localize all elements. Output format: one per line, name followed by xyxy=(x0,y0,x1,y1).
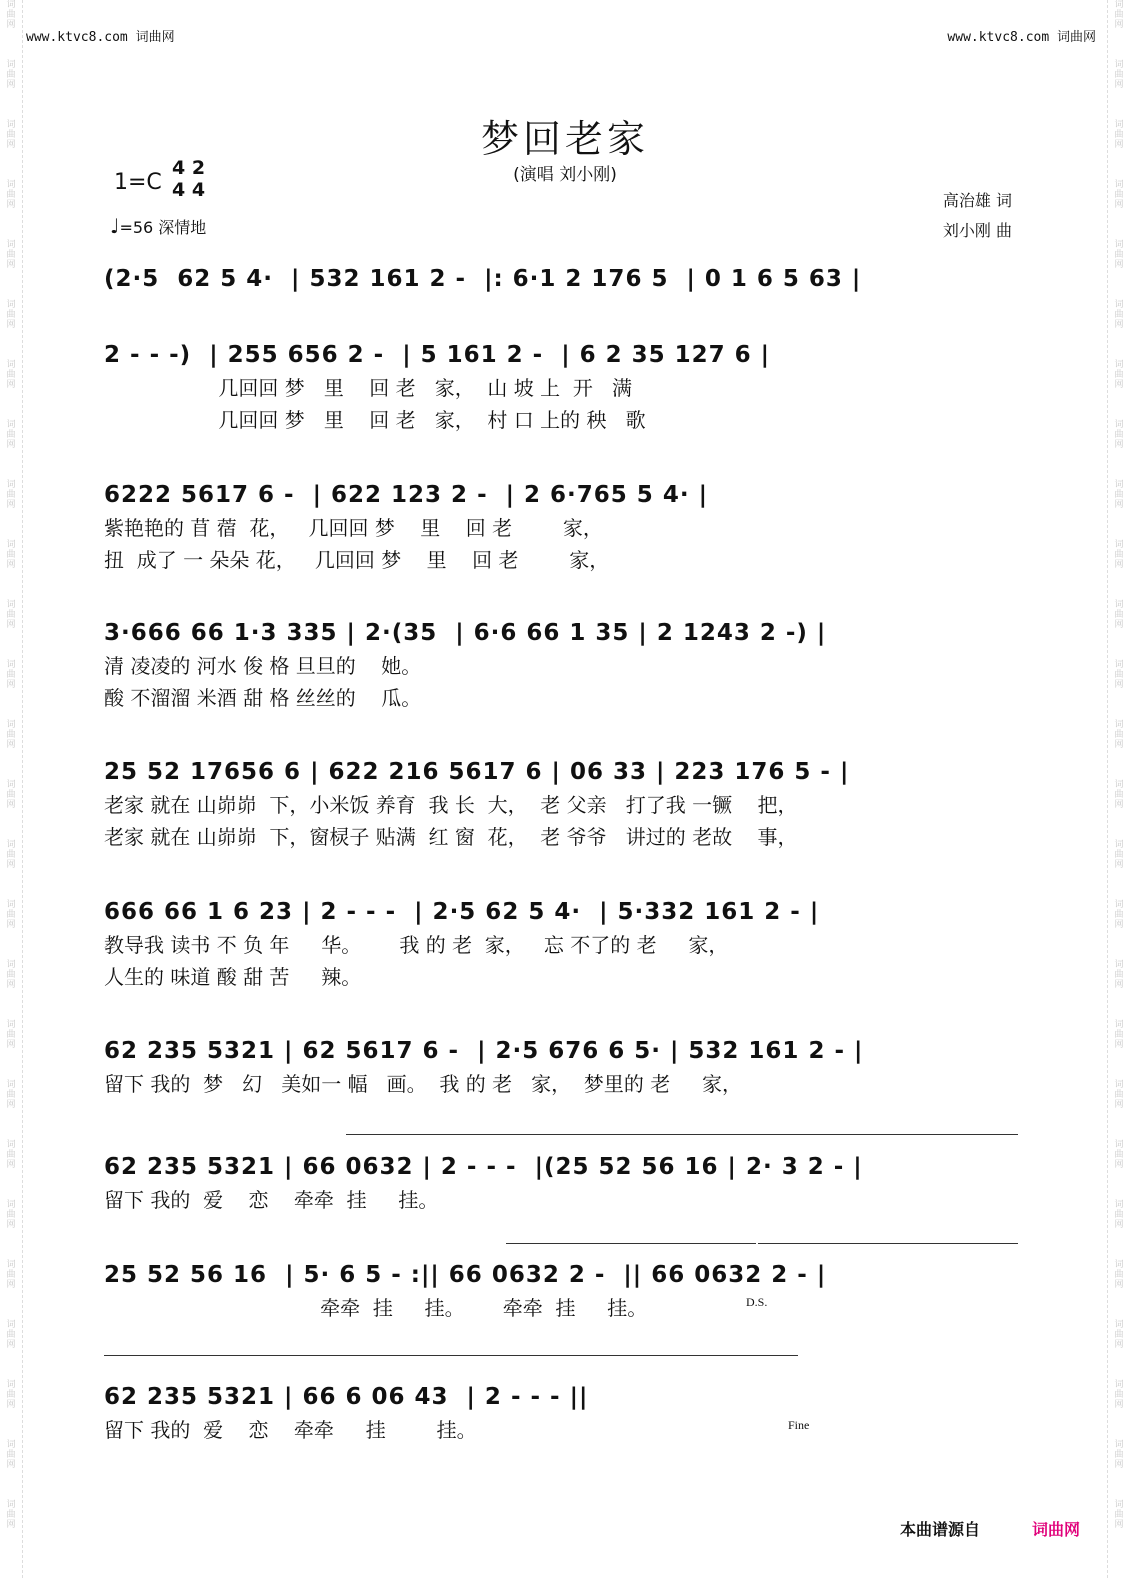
ds-mark: D.S. xyxy=(746,1295,768,1309)
meter-top: 4 2 xyxy=(172,157,206,179)
lyric-line: 留下 我的 爱 恋 牵牵 挂 挂。 xyxy=(104,1418,477,1442)
watermark-mark: 词 曲 网 xyxy=(1114,0,1124,30)
lyric-line: 留下 我的 爱 恋 牵牵 挂 挂。 xyxy=(104,1188,439,1212)
watermark-mark: 词 曲 网 xyxy=(1114,60,1124,90)
tempo-marking xyxy=(110,214,206,238)
lyric-line: 紫艳艳的 苜 蓿 花， 几回回 梦 里 回 老 家， xyxy=(104,516,603,540)
watermark-mark: 词 曲 网 xyxy=(1114,1380,1124,1410)
watermark-mark: 词 曲 网 xyxy=(1114,1020,1124,1050)
lyric-line: 老家 就在 山峁峁 下，小米饭 养育 我 长 大， 老 父亲 打了我 一镢 把， xyxy=(104,793,798,817)
watermark-mark: 词 曲 网 xyxy=(6,960,16,990)
score-system xyxy=(104,1380,1020,1446)
lyric-line: 教导我 读书 不 负 年 华。 我 的 老 家， 忘 不了的 老 家， xyxy=(104,933,729,957)
lyric-line: 牵牵 挂 挂。 牵牵 挂 挂。 xyxy=(104,1296,648,1320)
watermark-mark: 词 曲 网 xyxy=(1114,300,1124,330)
watermark-mark: 词 曲 网 xyxy=(6,360,16,390)
volta-bracket-2 xyxy=(506,1243,756,1244)
watermark-mark: 词 曲 网 xyxy=(6,540,16,570)
score-system xyxy=(104,478,1020,576)
score-system xyxy=(104,338,1020,436)
watermark-mark: 词 曲 网 xyxy=(1114,120,1124,150)
watermark-mark: 词 曲 网 xyxy=(6,60,16,90)
watermark-mark: 词 曲 网 xyxy=(6,180,16,210)
lyricist-credit: 高治雄 词 xyxy=(942,191,1012,210)
watermark-mark: 词 曲 网 xyxy=(6,720,16,750)
notation-line: 6222 5617 6 - | 622 123 2 - | 2 6·765 5 4· | xyxy=(104,482,708,508)
score-system xyxy=(104,262,1020,296)
watermark-mark: 词 曲 网 xyxy=(6,1140,16,1170)
watermark-mark: 词 曲 网 xyxy=(6,420,16,450)
volta-bracket-3 xyxy=(758,1243,1018,1244)
volta-bracket-1 xyxy=(346,1134,1018,1135)
lyric-line: 扭 成了 一 朵朵 花， 几回回 梦 里 回 老 家， xyxy=(104,548,610,572)
watermark-mark: 词 曲 网 xyxy=(6,240,16,270)
lyric-line: 人生的 味道 酸 甜 苦 辣。 xyxy=(104,965,362,989)
watermark-mark: 词 曲 网 xyxy=(6,1260,16,1290)
time-signature xyxy=(172,157,205,201)
watermark-mark: 词 曲 网 xyxy=(6,300,16,330)
watermark-mark: 词 曲 网 xyxy=(6,1320,16,1350)
notation-line: 666 66 1 6 23 | 2 - - - | 2·5 62 5 4· | 5·332 161 2 - | xyxy=(104,899,820,925)
watermark-mark: 词 曲 网 xyxy=(1114,660,1124,690)
watermark-mark: 词 曲 网 xyxy=(6,660,16,690)
score-system xyxy=(104,1150,1020,1216)
meter-bottom: 4 4 xyxy=(172,179,206,201)
singer-line: (演唱 刘小刚) xyxy=(513,165,617,185)
lyric-line: 酸 不溜溜 米酒 甜 格 丝丝的 瓜。 xyxy=(104,686,422,710)
watermark-mark: 词 曲 网 xyxy=(1114,360,1124,390)
notation-line: 62 235 5321 | 62 5617 6 - | 2·5 676 6 5· | 532 161 2 - | xyxy=(104,1038,864,1064)
footer-source xyxy=(900,1517,1080,1540)
watermark-mark: 词 曲 网 xyxy=(1114,600,1124,630)
watermark-mark: 词 曲 网 xyxy=(6,480,16,510)
watermark-mark: 词 曲 网 xyxy=(1114,1500,1124,1530)
watermark-mark: 词 曲 网 xyxy=(6,1500,16,1530)
watermark-mark: 词 曲 网 xyxy=(1114,1080,1124,1110)
key-signature: 1=C xyxy=(114,170,162,195)
watermark-mark: 词 曲 网 xyxy=(6,120,16,150)
watermark-mark: 词 曲 网 xyxy=(6,900,16,930)
watermark-mark: 词 曲 网 xyxy=(1114,840,1124,870)
watermark-mark: 词 曲 网 xyxy=(6,1080,16,1110)
footer-brand-link[interactable]: 词曲网 xyxy=(1031,1520,1080,1539)
left-watermark-strip xyxy=(0,0,23,1578)
watermark-mark: 词 曲 网 xyxy=(1114,720,1124,750)
composer-credit: 刘小刚 曲 xyxy=(942,221,1012,240)
song-title: 梦回老家 xyxy=(480,117,649,161)
watermark-mark: 词 曲 网 xyxy=(1114,240,1124,270)
watermark-mark: 词 曲 网 xyxy=(1114,1140,1124,1170)
right-watermark-strip xyxy=(1107,0,1130,1578)
watermark-mark: 词 曲 网 xyxy=(1114,780,1124,810)
notation-line: 2 - - -) | 255 656 2 - | 5 161 2 - | 6 2 35 127 6 | xyxy=(104,342,771,368)
notation-line: 3·666 66 1·3 335 | 2·(35 | 6·6 66 1 35 | 2 1243 2 -) | xyxy=(104,620,827,646)
notation-line: 62 235 5321 | 66 6 06 43 | 2 - - - || xyxy=(104,1384,589,1410)
score-system xyxy=(104,1034,1020,1100)
lyric-line: 老家 就在 山峁峁 下，窗棂子 贴满 红 窗 花， 老 爷爷 讲过的 老故 事， xyxy=(104,825,798,849)
watermark-mark: 词 曲 网 xyxy=(1114,540,1124,570)
watermark-mark: 词 曲 网 xyxy=(1114,1320,1124,1350)
score-system xyxy=(104,616,1020,714)
watermark-mark: 词 曲 网 xyxy=(6,600,16,630)
watermark-mark: 词 曲 网 xyxy=(1114,960,1124,990)
watermark-mark: 词 曲 网 xyxy=(6,1020,16,1050)
quarter-note-icon: ♩ xyxy=(110,214,120,238)
watermark-mark: 词 曲 网 xyxy=(1114,1440,1124,1470)
watermark-mark: 词 曲 网 xyxy=(6,1200,16,1230)
site-url-right[interactable]: www.ktvc8.com 词曲网 xyxy=(947,30,1096,45)
watermark-mark: 词 曲 网 xyxy=(1114,900,1124,930)
lyric-line: 清 凌凌的 河水 俊 格 旦旦的 她。 xyxy=(104,654,422,678)
watermark-mark: 词 曲 网 xyxy=(6,780,16,810)
watermark-mark: 词 曲 网 xyxy=(6,1440,16,1470)
score-system xyxy=(104,755,1020,853)
watermark-mark: 词 曲 网 xyxy=(6,840,16,870)
notation-line: (2·5 62 5 4· | 532 161 2 - |: 6·1 2 176 5 | 0 1 6 5 63 | xyxy=(104,266,862,292)
watermark-mark: 词 曲 网 xyxy=(1114,480,1124,510)
watermark-mark: 词 曲 网 xyxy=(1114,180,1124,210)
lyric-line: 几回回 梦 里 回 老 家， 山 坡 上 开 满 xyxy=(104,376,632,400)
notation-line: 25 52 17656 6 | 622 216 5617 6 | 06 33 | 223 176 5 - | xyxy=(104,759,850,785)
watermark-mark: 词 曲 网 xyxy=(1114,420,1124,450)
watermark-mark: 词 曲 网 xyxy=(6,1380,16,1410)
watermark-mark: 词 曲 网 xyxy=(6,0,16,30)
tempo-text: =56 深情地 xyxy=(119,218,207,237)
site-url-left[interactable]: www.ktvc8.com 词曲网 xyxy=(26,30,175,45)
score-system xyxy=(104,1258,1020,1324)
score-system xyxy=(104,895,1020,993)
footer-text: 本曲谱源自 xyxy=(899,1520,980,1539)
coda-bracket xyxy=(104,1355,798,1356)
watermark-mark: 词 曲 网 xyxy=(1114,1260,1124,1290)
lyric-line: 几回回 梦 里 回 老 家， 村 口 上的 秧 歌 xyxy=(104,408,646,432)
notation-line: 62 235 5321 | 66 0632 | 2 - - - |(25 52 56 16 | 2· 3 2 - | xyxy=(104,1154,863,1180)
notation-line: 25 52 56 16 | 5· 6 5 - :|| 66 0632 2 - || 66 0632 2 - | xyxy=(104,1262,827,1288)
fine-mark: Fine xyxy=(788,1418,810,1432)
lyric-line: 留下 我的 梦 幻 美如一 幅 画。 我 的 老 家， 梦里的 老 家， xyxy=(104,1072,743,1096)
watermark-mark: 词 曲 网 xyxy=(1114,1200,1124,1230)
